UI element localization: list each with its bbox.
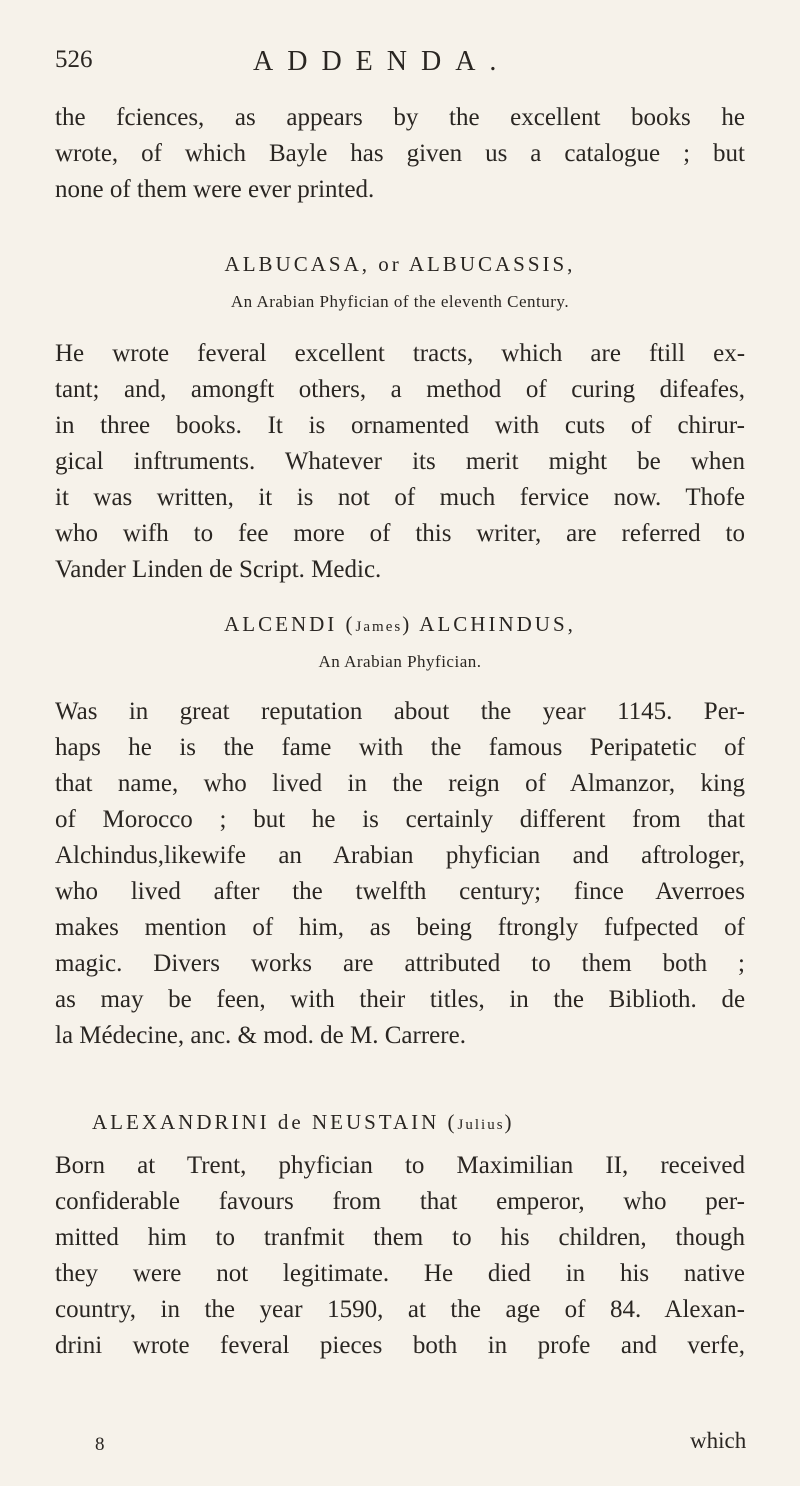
entry-subheading-alcendi: An Arabian Phyfician. xyxy=(318,652,482,671)
page-number: 526 xyxy=(55,46,93,73)
entry-heading-alexandrini xyxy=(92,1110,792,1135)
text-line: tant; and, amongft others, a method of curing difeafes, xyxy=(55,376,745,403)
text-line: of Morocco ; but he is certainly different from that xyxy=(55,806,745,833)
text-line: Was in great reputation about the year 1145. Per- xyxy=(55,698,745,725)
text-line: Alchindus,likewife an Arabian phyfician and aftrologer, xyxy=(55,842,745,869)
catchword: which xyxy=(690,1428,747,1453)
heading-forename: James xyxy=(355,619,403,635)
heading-forename: Julius xyxy=(457,1117,505,1133)
heading-part: ) xyxy=(504,1110,515,1134)
text-line: none of them were ever printed. xyxy=(55,176,375,203)
heading-part: ) ALCHINDUS, xyxy=(402,612,576,636)
text-line: makes mention of him, as being ftrongly fufpected of xyxy=(55,914,745,941)
text-line: in three books. It is ornamented with cuts of chirur- xyxy=(55,412,745,439)
page-header xyxy=(55,46,755,86)
text-line: confiderable favours from that emperor, who per- xyxy=(55,1188,746,1215)
running-head: ADDENDA. xyxy=(253,46,511,77)
text-line: the fciences, as appears by the excellent books he xyxy=(55,104,745,131)
heading-part: ALEXANDRINI de NEUSTAIN ( xyxy=(92,1110,458,1134)
text-line: drini wrote feveral pieces both in profe and verfe, xyxy=(55,1332,745,1359)
text-line: they were not legitimate. He died in his native xyxy=(55,1260,745,1287)
text-line: it was written, it is not of much fervice now. Thofe xyxy=(55,484,746,511)
text-line: who wifh to fee more of this writer, are referred to xyxy=(55,520,745,547)
text-line: Vander Linden de Script. Medic. xyxy=(55,556,382,583)
entry-body-alexandrini xyxy=(55,1148,745,1364)
text-line: mitted him to tranfmit them to his children, though xyxy=(55,1224,745,1251)
signature-mark: 8 xyxy=(95,1434,105,1455)
text-line: la Médecine, anc. & mod. de M. Carrere. xyxy=(55,1022,466,1049)
text-line: who lived after the twelfth century; fince Averroes xyxy=(55,878,745,905)
text-line: magic. Divers works are attributed to them both ; xyxy=(55,950,745,977)
text-line: haps he is the fame with the famous Peripatetic of xyxy=(55,734,745,761)
entry-subheading-albucasa: An Arabian Phyfician of the eleventh Century. xyxy=(230,292,570,311)
entry-heading-alcendi xyxy=(0,612,800,637)
intro-paragraph xyxy=(55,100,745,208)
text-line: Born at Trent, phyfician to Maximilian II, received xyxy=(55,1152,746,1179)
text-line: as may be feen, with their titles, in the Biblioth. de xyxy=(55,986,746,1013)
text-line: gical inftruments. Whatever its merit might be when xyxy=(55,448,745,475)
text-line: that name, who lived in the reign of Almanzor, king xyxy=(55,770,745,797)
text-line: He wrote feveral excellent tracts, which are ftill ex- xyxy=(55,340,746,367)
text-line: country, in the year 1590, at the age of 84. Alexan- xyxy=(55,1296,745,1323)
heading-part: ALCENDI ( xyxy=(224,612,356,636)
text-line: wrote, of which Bayle has given us a catalogue ; but xyxy=(55,140,745,167)
entry-body-alcendi xyxy=(55,694,745,1054)
entry-heading-albucasa: ALBUCASA, or ALBUCASSIS, xyxy=(224,252,576,276)
entry-body-albucasa xyxy=(55,336,745,588)
